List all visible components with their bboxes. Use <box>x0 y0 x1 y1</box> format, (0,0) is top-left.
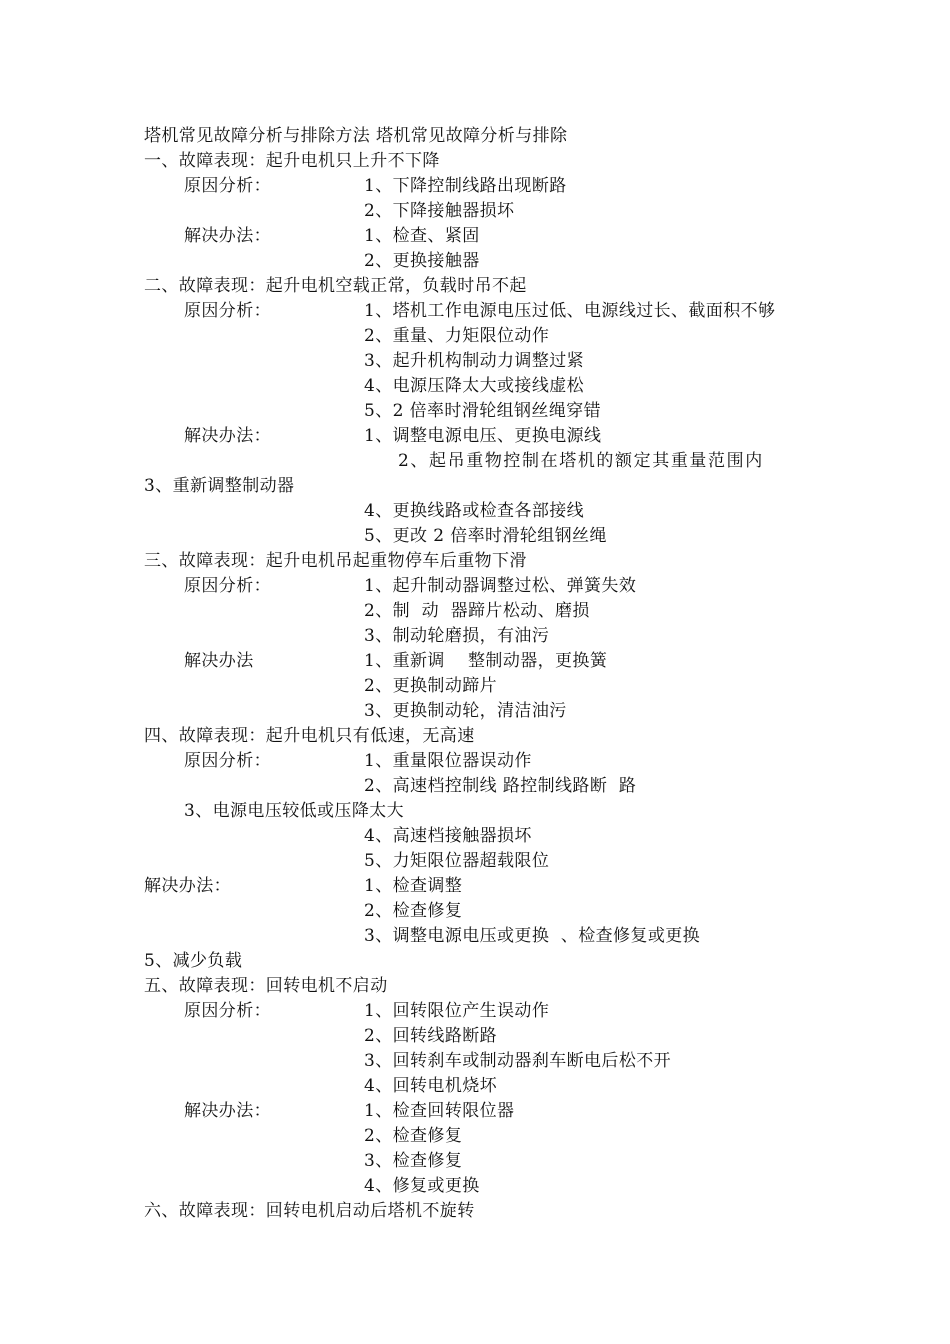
list-item: 1、塔机工作电源电压过低、电源线过长、截面积不够 <box>364 301 776 321</box>
list-item: 2、更换制动蹄片 <box>364 676 498 696</box>
list-item: 1、调整电源电压、更换电源线 <box>364 426 602 446</box>
list-item: 2、高速档控制线 路控制线路断 路 <box>364 776 637 796</box>
list-item: 1、重量限位器误动作 <box>364 751 532 771</box>
solution-label: 解决办法： <box>144 876 231 896</box>
list-item: 1、重新调 整制动器，更换簧 <box>364 651 608 671</box>
list-item: 1、检查调整 <box>364 876 463 896</box>
list-item: 5、减少负载 <box>144 951 243 971</box>
list-item: 5、力矩限位器超载限位 <box>364 851 550 871</box>
list-item: 1、回转限位产生误动作 <box>364 1001 550 1021</box>
list-item: 2、下降接触器损坏 <box>364 201 515 221</box>
cause-label: 原因分析： <box>184 576 271 596</box>
solution-label: 解决办法： <box>184 426 271 446</box>
list-item: 3、更换制动轮，清洁油污 <box>364 701 567 721</box>
document-title: 塔机常见故障分析与排除方法 塔机常见故障分析与排除 <box>144 126 568 146</box>
cause-label: 原因分析： <box>184 176 271 196</box>
list-item: 4、高速档接触器损坏 <box>364 826 532 846</box>
list-item: 4、更换线路或检查各部接线 <box>364 501 585 521</box>
cause-label: 原因分析： <box>184 301 271 321</box>
list-item: 2、起吊重物控制在塔机的额定其重量范围内 <box>398 451 764 471</box>
list-item: 5、2 倍率时滑轮组钢丝绳穿错 <box>364 401 602 421</box>
fault-heading-1: 一、故障表现：起升电机只上升不下降 <box>144 151 440 171</box>
list-item: 3、调整电源电压或更换 、检查修复或更换 <box>364 926 701 946</box>
list-item: 3、重新调整制动器 <box>144 476 295 496</box>
list-item: 2、重量、力矩限位动作 <box>364 326 550 346</box>
list-item: 3、电源电压较低或压降太大 <box>184 801 405 821</box>
fault-heading-2: 二、故障表现：起升电机空载正常，负载时吊不起 <box>144 276 527 296</box>
list-item: 2、检查修复 <box>364 901 463 921</box>
fault-heading-5: 五、故障表现：回转电机不启动 <box>144 976 388 996</box>
list-item: 3、起升机构制动力调整过紧 <box>364 351 585 371</box>
list-item: 2、检查修复 <box>364 1126 463 1146</box>
list-item: 4、电源压降太大或接线虚松 <box>364 376 585 396</box>
list-item: 1、检查回转限位器 <box>364 1101 515 1121</box>
list-item: 2、制 动 器蹄片松动、磨损 <box>364 601 590 621</box>
cause-label: 原因分析： <box>184 1001 271 1021</box>
list-item: 3、检查修复 <box>364 1151 463 1171</box>
list-item: 5、更改 2 倍率时滑轮组钢丝绳 <box>364 526 607 546</box>
list-item: 2、更换接触器 <box>364 251 480 271</box>
fault-heading-3: 三、故障表现：起升电机吊起重物停车后重物下滑 <box>144 551 527 571</box>
list-item: 2、回转线路断路 <box>364 1026 498 1046</box>
solution-label: 解决办法： <box>184 226 271 246</box>
solution-label: 解决办法： <box>184 1101 271 1121</box>
list-item: 1、起升制动器调整过松、弹簧失效 <box>364 576 637 596</box>
list-item: 1、下降控制线路出现断路 <box>364 176 567 196</box>
cause-label: 原因分析： <box>184 751 271 771</box>
solution-label: 解决办法 <box>184 651 254 671</box>
list-item: 3、回转刹车或制动器刹车断电后松不开 <box>364 1051 672 1071</box>
fault-heading-6: 六、故障表现：回转电机启动后塔机不旋转 <box>144 1201 475 1221</box>
fault-heading-4: 四、故障表现：起升电机只有低速，无高速 <box>144 726 475 746</box>
list-item: 4、修复或更换 <box>364 1176 480 1196</box>
list-item: 1、检查、紧固 <box>364 226 480 246</box>
list-item: 4、回转电机烧坏 <box>364 1076 498 1096</box>
list-item: 3、制动轮磨损，有油污 <box>364 626 550 646</box>
